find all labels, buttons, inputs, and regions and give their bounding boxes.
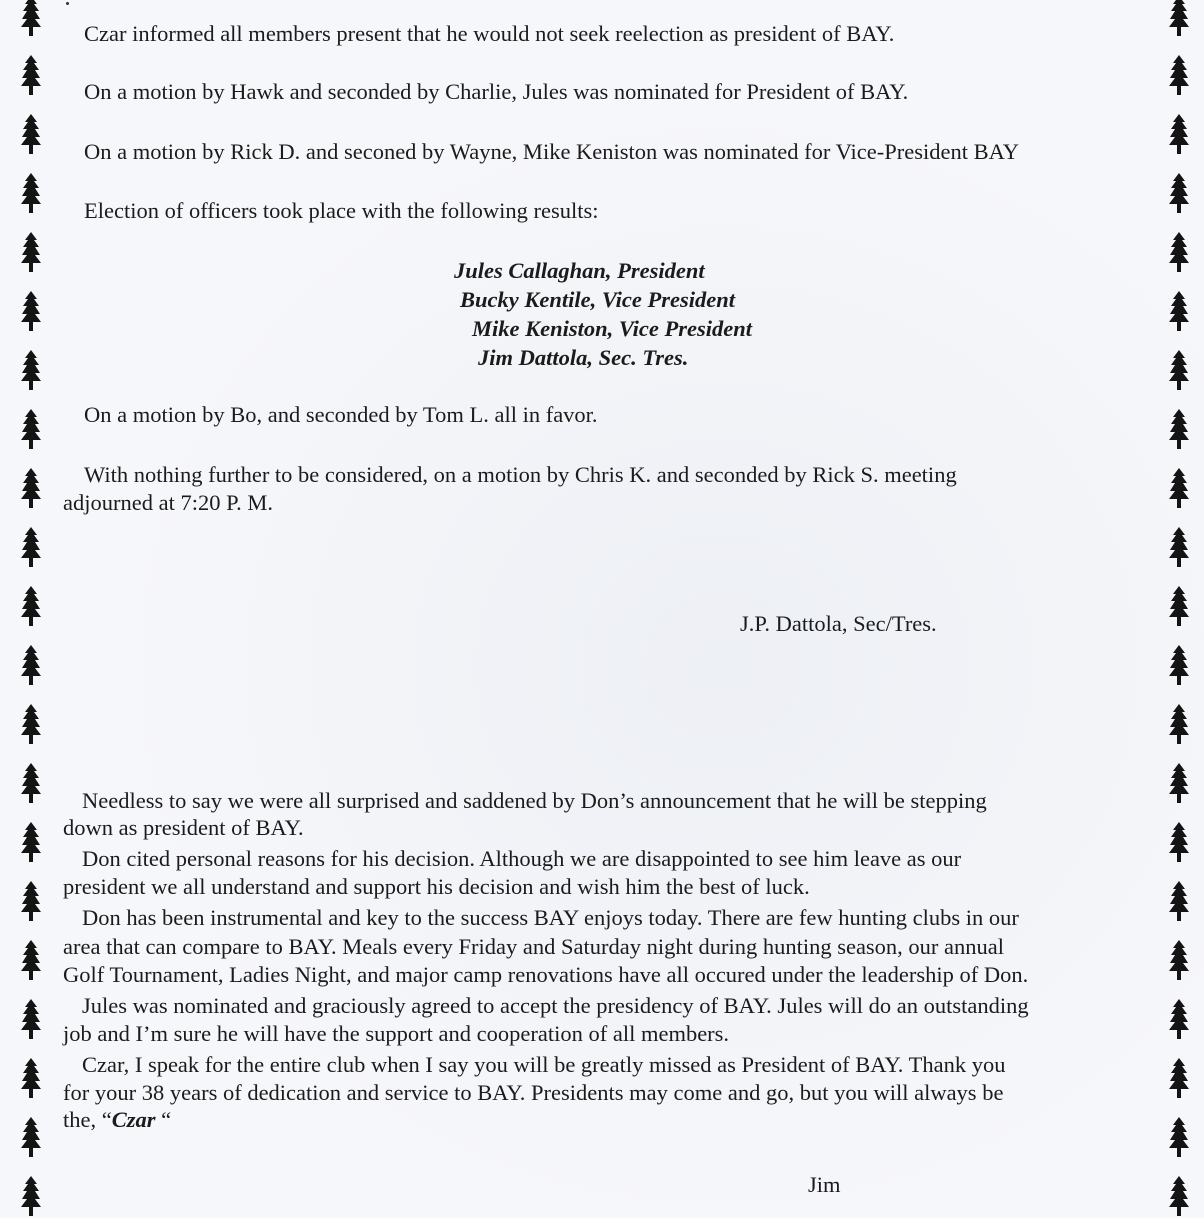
letter-p5-line1: Czar, I speak for the entire club when I say you will be greatly missed as President of BAY. Thank you xyxy=(82,1052,1006,1077)
pine-tree-icon xyxy=(20,407,42,451)
letter-p3-line3: Golf Tournament, Ladies Night, and major camp renovations have all occured under the leadership of Don. xyxy=(63,962,1029,987)
letter-p5-line3-suffix: “ xyxy=(155,1107,172,1132)
pine-tree-icon xyxy=(20,0,42,38)
pine-tree-icon xyxy=(1168,1174,1190,1218)
letter-p4-line1: Jules was nominated and graciously agreed to accept the presidency of BAY. Jules will do an outstanding xyxy=(82,993,1029,1018)
adjourn-line-2: adjourned at 7:20 P. M. xyxy=(63,490,273,515)
stray-dot xyxy=(66,2,69,5)
pine-tree-icon xyxy=(1168,1056,1190,1100)
czar-emphasis: Czar xyxy=(111,1107,156,1132)
pine-tree-icon xyxy=(20,702,42,746)
letter-p5-line3-prefix: the, “ xyxy=(63,1107,112,1132)
letter-p3-line2: area that can compare to BAY. Meals every Friday and Saturday night during hunting season, our annual xyxy=(63,934,1005,959)
letter-signoff: Jim xyxy=(808,1172,841,1197)
pine-tree-icon xyxy=(20,525,42,569)
right-tree-border xyxy=(1164,0,1194,1218)
letter-p5-line2: for your 38 years of dedication and service to BAY. Presidents may come and go, but you will always be xyxy=(63,1080,1004,1105)
pine-tree-icon xyxy=(20,289,42,333)
pine-tree-icon xyxy=(1168,820,1190,864)
pine-tree-icon xyxy=(1168,53,1190,97)
letter-p3-line1: Don has been instrumental and key to the success BAY enjoys today. There are few hunting clubs in our xyxy=(82,905,1019,930)
pine-tree-icon xyxy=(1168,997,1190,1041)
pine-tree-icon xyxy=(1168,584,1190,628)
pine-tree-icon xyxy=(1168,525,1190,569)
pine-tree-icon xyxy=(20,643,42,687)
letter-p5-line3 xyxy=(63,1106,171,1134)
pine-tree-icon xyxy=(20,171,42,215)
pine-tree-icon xyxy=(1168,230,1190,274)
pine-tree-icon xyxy=(1168,348,1190,392)
pine-tree-icon xyxy=(20,938,42,982)
jules-nomination-line: On a motion by Hawk and seconded by Charlie, Jules was nominated for President of BAY. xyxy=(84,79,909,104)
letter-p1-line2: down as president of BAY. xyxy=(63,815,304,840)
pine-tree-icon xyxy=(1168,643,1190,687)
pine-tree-icon xyxy=(1168,0,1190,38)
pine-tree-icon xyxy=(1168,1115,1190,1159)
pine-tree-icon xyxy=(20,997,42,1041)
pine-tree-icon xyxy=(20,1056,42,1100)
secretary-signature: J.P. Dattola, Sec/Tres. xyxy=(740,611,937,636)
officer-vice-president-2: Mike Keniston, Vice President xyxy=(472,316,753,341)
motion-bo-line: On a motion by Bo, and seconded by Tom L. all in favor. xyxy=(84,402,598,427)
pine-tree-icon xyxy=(20,230,42,274)
pine-tree-icon xyxy=(20,466,42,510)
pine-tree-icon xyxy=(20,1174,42,1218)
pine-tree-icon xyxy=(1168,171,1190,215)
czar-reelection-line: Czar informed all members present that he would not seek reelection as president of BAY. xyxy=(84,21,895,46)
pine-tree-icon xyxy=(20,112,42,156)
letter-p2-line2: president we all understand and support his decision and wish him the best of luck. xyxy=(63,874,810,899)
pine-tree-icon xyxy=(20,53,42,97)
left-tree-border xyxy=(16,0,46,1218)
pine-tree-icon xyxy=(1168,466,1190,510)
pine-tree-icon xyxy=(20,584,42,628)
adjourn-line-1: With nothing further to be considered, on a motion by Chris K. and seconded by Rick S. meeting xyxy=(84,462,957,487)
pine-tree-icon xyxy=(1168,938,1190,982)
officer-vice-president-1: Bucky Kentile, Vice President xyxy=(460,287,735,312)
pine-tree-icon xyxy=(20,1115,42,1159)
pine-tree-icon xyxy=(20,879,42,923)
officer-president: Jules Callaghan, President xyxy=(454,258,705,283)
pine-tree-icon xyxy=(1168,112,1190,156)
pine-tree-icon xyxy=(20,348,42,392)
officer-sec-tres: Jim Dattola, Sec. Tres. xyxy=(478,345,689,370)
pine-tree-icon xyxy=(1168,879,1190,923)
pine-tree-icon xyxy=(1168,761,1190,805)
letter-p4-line2: job and I’m sure he will have the support and cooperation of all members. xyxy=(63,1021,730,1046)
pine-tree-icon xyxy=(1168,289,1190,333)
pine-tree-icon xyxy=(20,761,42,805)
election-line: Election of officers took place with the following results: xyxy=(84,198,599,223)
pine-tree-icon xyxy=(20,820,42,864)
letter-p1-line1: Needless to say we were all surprised and saddened by Don’s announcement that he will be stepping xyxy=(82,788,987,813)
mike-nomination-line: On a motion by Rick D. and seconed by Wayne, Mike Keniston was nominated for Vice-President BAY xyxy=(84,139,1020,164)
pine-tree-icon xyxy=(1168,702,1190,746)
letter-p2-line1: Don cited personal reasons for his decision. Although we are disappointed to see him leave as our xyxy=(82,846,962,871)
pine-tree-icon xyxy=(1168,407,1190,451)
